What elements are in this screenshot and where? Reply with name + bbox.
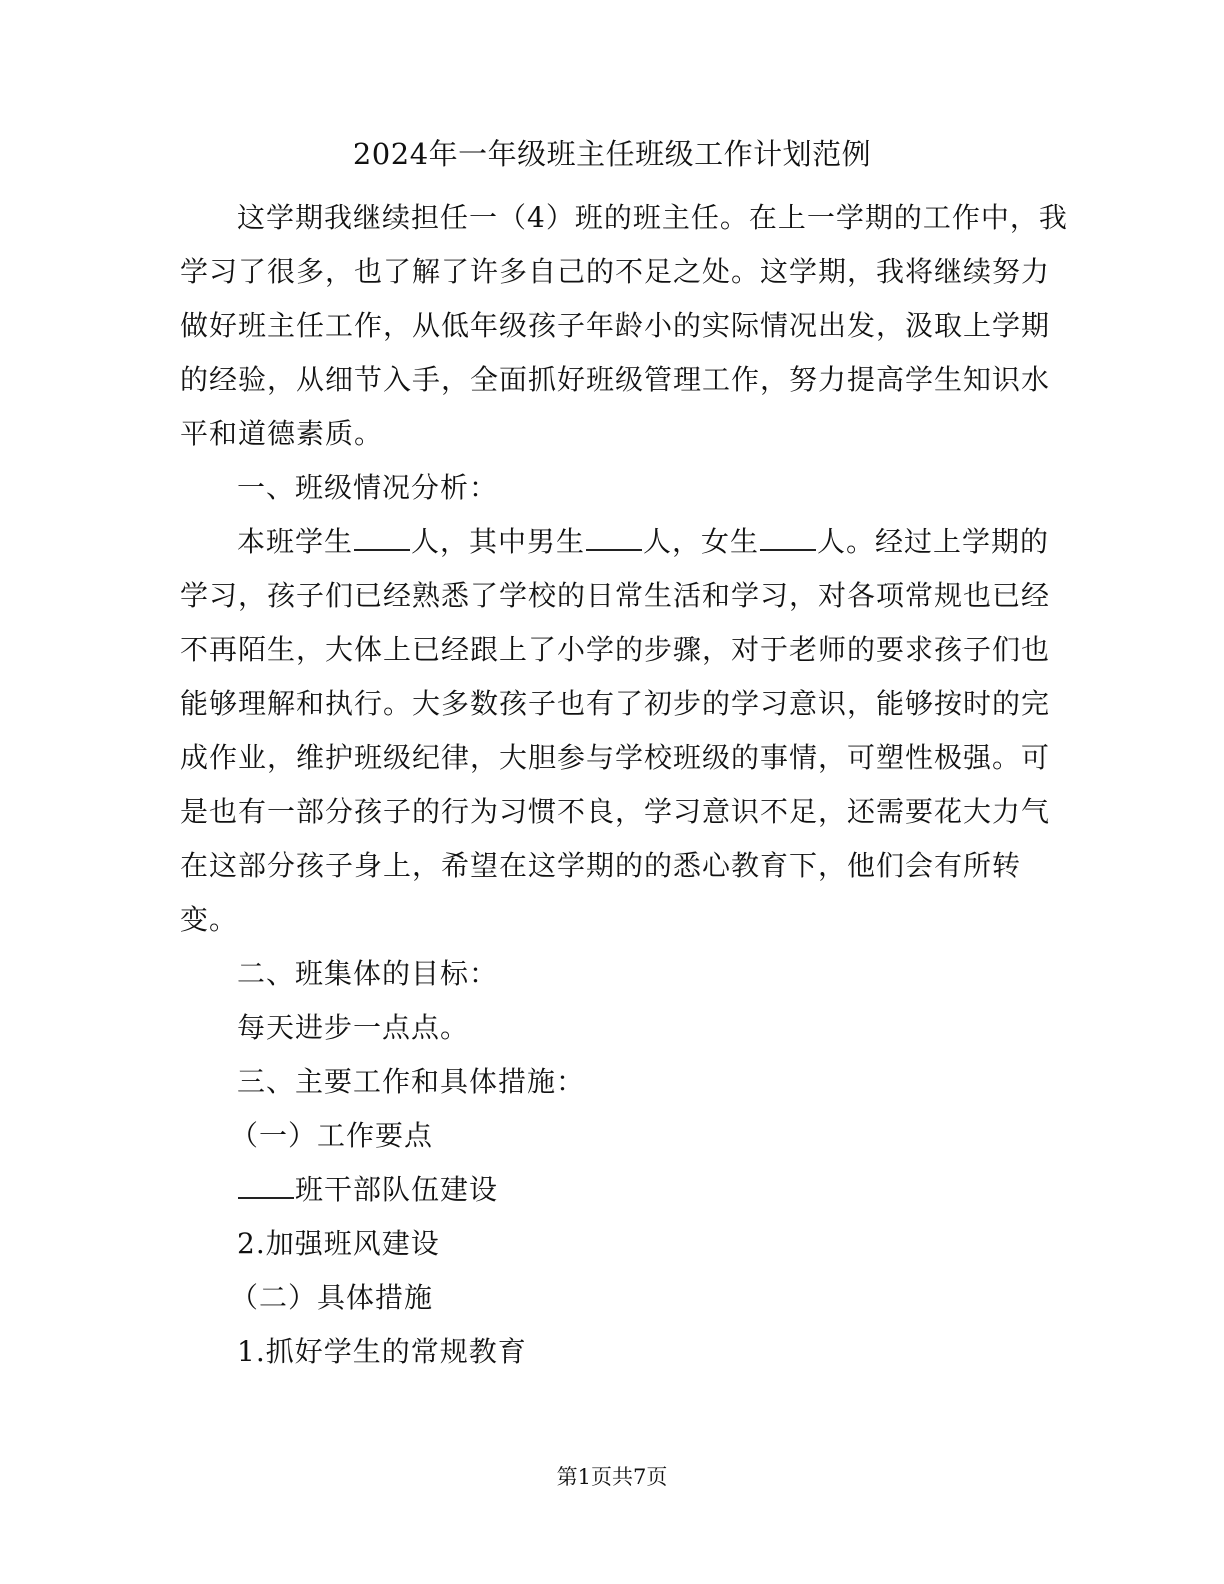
sub1-heading: （一）工作要点 bbox=[230, 1119, 434, 1152]
section2-heading: 二、班集体的目标： bbox=[237, 957, 499, 990]
section1-text-part1: 本班学生 bbox=[237, 525, 354, 558]
intro-line-2: 学习了很多，也了解了许多自己的不足之处。这学期，我将继续努力 bbox=[180, 255, 1051, 288]
fill-blank-total bbox=[354, 523, 410, 551]
section1-line-6: 是也有一部分孩子的行为习惯不良，学习意识不足，还需要花大力气 bbox=[180, 795, 1051, 828]
section1-line-8: 变。 bbox=[180, 903, 239, 936]
sub2-heading: （二）具体措施 bbox=[230, 1281, 434, 1314]
page-number-footer: 第1页共7页 bbox=[556, 1465, 668, 1489]
section1-line-7: 在这部分孩子身上，希望在这学期的的悉心教育下，他们会有所转 bbox=[180, 849, 1022, 882]
section1-text-part3: 人，女生 bbox=[643, 525, 760, 558]
fill-blank-boys bbox=[586, 523, 642, 551]
sub2-item1: 1.抓好学生的常规教育 bbox=[237, 1335, 527, 1368]
section1-line-4: 能够理解和执行。大多数孩子也有了初步的学习意识，能够按时的完 bbox=[180, 687, 1051, 720]
sub1-item2: 2.加强班风建设 bbox=[237, 1227, 440, 1260]
sub1-item1-text: 班干部队伍建设 bbox=[295, 1173, 499, 1206]
section1-heading: 一、班级情况分析： bbox=[237, 471, 499, 504]
intro-line-4: 的经验，从细节入手，全面抓好班级管理工作，努力提高学生知识水 bbox=[180, 363, 1051, 396]
intro-line-5: 平和道德素质。 bbox=[180, 417, 384, 450]
section1-line-5: 成作业，维护班级纪律，大胆参与学校班级的事情，可塑性极强。可 bbox=[180, 741, 1051, 774]
section1-first-line bbox=[237, 522, 1049, 562]
section3-heading: 三、主要工作和具体措施： bbox=[237, 1065, 586, 1098]
intro-line-3: 做好班主任工作，从低年级孩子年龄小的实际情况出发，汲取上学期 bbox=[180, 309, 1051, 342]
fill-blank-girls bbox=[760, 523, 816, 551]
section1-text-part2: 人，其中男生 bbox=[411, 525, 586, 558]
section2-text: 每天进步一点点。 bbox=[237, 1011, 470, 1044]
section1-line-2: 学习，孩子们已经熟悉了学校的日常生活和学习，对各项常规也已经 bbox=[180, 579, 1051, 612]
section1-text-part4: 人。经过上学期的 bbox=[817, 525, 1050, 558]
document-title: 2024年一年级班主任班级工作计划范例 bbox=[352, 137, 872, 171]
sub1-item1 bbox=[237, 1170, 498, 1210]
section1-line-3: 不再陌生，大体上已经跟上了小学的步骤，对于老师的要求孩子们也 bbox=[180, 633, 1051, 666]
intro-line-1: 这学期我继续担任一（4）班的班主任。在上一学期的工作中，我 bbox=[237, 201, 1068, 234]
fill-blank-item-number bbox=[238, 1171, 294, 1199]
